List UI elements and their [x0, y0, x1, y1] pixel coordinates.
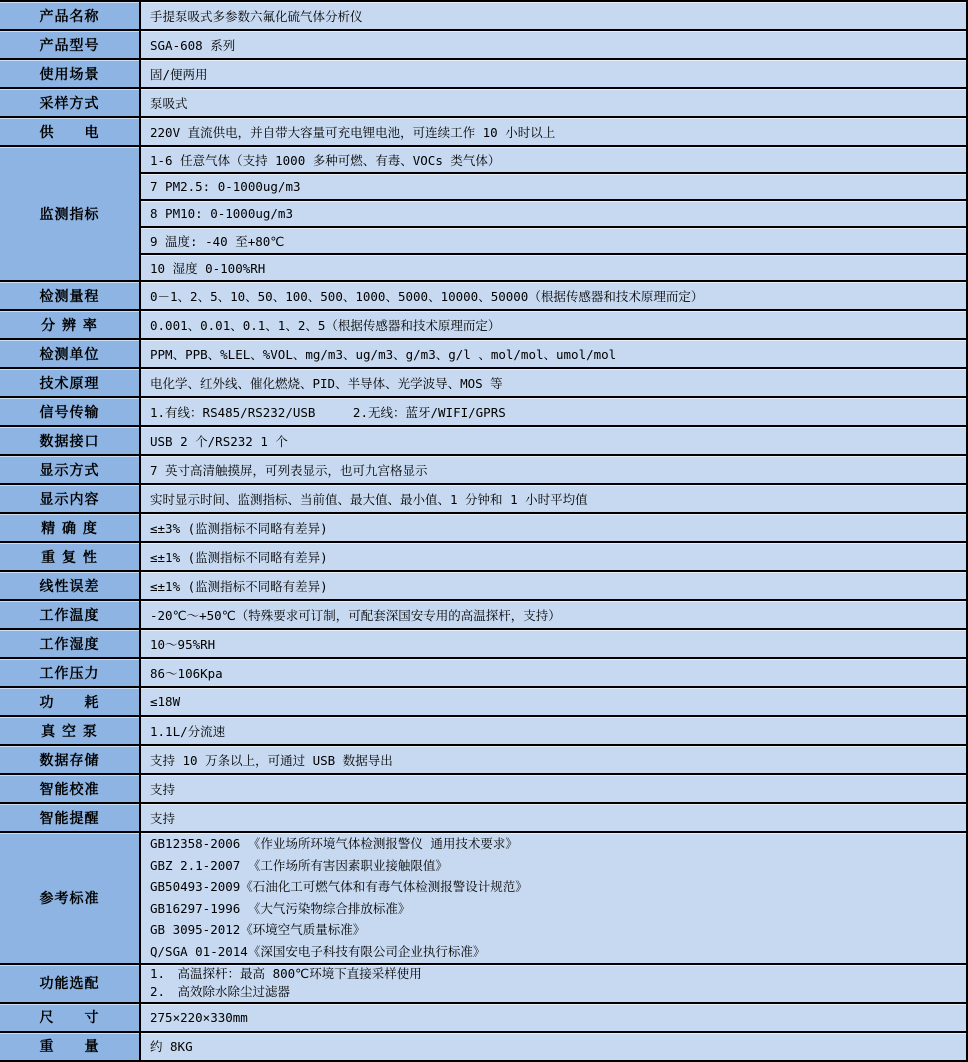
row-value-data-storage: 支持 10 万条以上，可通过 USB 数据导出	[140, 745, 967, 774]
row-label-vacuum-pump: 真 空 泵	[0, 716, 140, 745]
row-label-dimensions: 尺 寸	[0, 1003, 140, 1032]
table-row	[0, 716, 967, 745]
reference-standard-line: GB16297-1996 《大气污染物综合排放标准》	[150, 900, 411, 916]
row-value-reference-standards	[140, 832, 967, 964]
table-row	[0, 59, 967, 88]
reference-standard-line: GBZ 2.1-2007 《工作场所有害因素职业接触限值》	[150, 857, 448, 873]
table-row	[0, 339, 967, 368]
table-row	[0, 571, 967, 600]
table-row	[0, 629, 967, 658]
row-label-smart-calibration: 智能校准	[0, 774, 140, 803]
row-value-product-name: 手提泵吸式多参数六氟化硫气体分析仪	[140, 1, 967, 30]
table-row	[0, 658, 967, 687]
table-row	[0, 281, 967, 310]
table-row	[0, 117, 967, 146]
row-label-repeatability: 重 复 性	[0, 542, 140, 571]
table-row	[0, 803, 967, 832]
row-label-usage-scenario: 使用场景	[0, 59, 140, 88]
table-row	[0, 455, 967, 484]
row-value-power-supply: 220V 直流供电，并自带大容量可充电锂电池，可连续工作 10 小时以上	[140, 117, 967, 146]
row-value-working-temperature: -20℃～+50℃（特殊要求可订制，可配套深国安专用的高温探杆，支持）	[140, 600, 967, 629]
row-value-vacuum-pump: 1.1L/分流速	[140, 716, 967, 745]
row-value-detection-unit: PPM、PPB、%LEL、%VOL、mg/m3、ug/m3、g/m3、g/l 、mol/mol、umol/mol	[140, 339, 967, 368]
row-label-power-consumption: 功 耗	[0, 687, 140, 716]
row-label-product-name: 产品名称	[0, 1, 140, 30]
row-value-linearity-error: ≤±1% (监测指标不同略有差异)	[140, 571, 967, 600]
table-row	[0, 513, 967, 542]
row-label-detection-range: 检测量程	[0, 281, 140, 310]
row-label-smart-reminder: 智能提醒	[0, 803, 140, 832]
table-row	[0, 146, 967, 173]
row-label-linearity-error: 线性误差	[0, 571, 140, 600]
optional-feature-line: 2. 高效除水除尘过滤器	[150, 984, 291, 1000]
reference-standard-line: GB 3095-2012《环境空气质量标准》	[150, 922, 366, 938]
row-value-working-pressure: 86～106Kpa	[140, 658, 967, 687]
row-value-smart-calibration: 支持	[140, 774, 967, 803]
row-label-weight: 重 量	[0, 1032, 140, 1061]
row-label-signal-transmission: 信号传输	[0, 397, 140, 426]
row-value-display-content: 实时显示时间、监测指标、当前值、最大值、最小值、1 分钟和 1 小时平均值	[140, 484, 967, 513]
table-row	[0, 227, 967, 254]
row-value-monitoring-indicator-1: 1-6 任意气体（支持 1000 多种可燃、有毒、VOCs 类气体）	[140, 146, 967, 173]
row-label-resolution: 分 辨 率	[0, 310, 140, 339]
row-value-product-model: SGA-608 系列	[140, 30, 967, 59]
row-value-weight: 约 8KG	[140, 1032, 967, 1061]
row-label-optional-features: 功能选配	[0, 964, 140, 1003]
row-label-product-model: 产品型号	[0, 30, 140, 59]
row-label-sampling-method: 采样方式	[0, 88, 140, 117]
row-value-resolution: 0.001、0.01、0.1、1、2、5（根据传感器和技术原理而定）	[140, 310, 967, 339]
row-value-working-humidity: 10～95%RH	[140, 629, 967, 658]
table-row	[0, 832, 967, 964]
row-value-repeatability: ≤±1% (监测指标不同略有差异)	[140, 542, 967, 571]
row-label-working-temperature: 工作温度	[0, 600, 140, 629]
row-value-usage-scenario: 固/便两用	[140, 59, 967, 88]
row-value-monitoring-indicator-2: 7 PM2.5: 0-1000ug/m3	[140, 173, 967, 200]
row-label-accuracy: 精 确 度	[0, 513, 140, 542]
row-value-monitoring-indicator-4: 9 温度: -40 至+80℃	[140, 227, 967, 254]
table-row	[0, 426, 967, 455]
row-value-technical-principle: 电化学、红外线、催化燃烧、PID、半导体、光学波导、MOS 等	[140, 368, 967, 397]
row-label-monitoring-indicators: 监测指标	[0, 146, 140, 281]
table-row	[0, 200, 967, 227]
reference-standard-line: GB12358-2006 《作业场所环境气体检测报警仪 通用技术要求》	[150, 836, 518, 851]
reference-standard-line: Q/SGA 01-2014《深国安电子科技有限公司企业执行标准》	[150, 943, 486, 959]
row-label-display-mode: 显示方式	[0, 455, 140, 484]
table-row	[0, 542, 967, 571]
row-label-power-supply: 供 电	[0, 117, 140, 146]
table-row	[0, 368, 967, 397]
table-row	[0, 173, 967, 200]
row-value-optional-features	[140, 964, 967, 1003]
table-row	[0, 310, 967, 339]
row-value-smart-reminder: 支持	[140, 803, 967, 832]
reference-standard-line: GB50493-2009《石油化工可燃气体和有毒气体检测报警设计规范》	[150, 879, 528, 895]
row-value-monitoring-indicator-3: 8 PM10: 0-1000ug/m3	[140, 200, 967, 227]
row-value-dimensions: 275×220×330mm	[140, 1003, 967, 1032]
table-row	[0, 745, 967, 774]
table-row	[0, 600, 967, 629]
row-value-detection-range: 0－1、2、5、10、50、100、500、1000、5000、10000、50000（根据传感器和技术原理而定）	[140, 281, 967, 310]
table-row	[0, 1003, 967, 1032]
table-row	[0, 254, 967, 281]
row-label-data-storage: 数据存储	[0, 745, 140, 774]
row-label-reference-standards: 参考标准	[0, 832, 140, 964]
row-label-working-humidity: 工作湿度	[0, 629, 140, 658]
table-row	[0, 484, 967, 513]
row-label-display-content: 显示内容	[0, 484, 140, 513]
row-value-data-interface: USB 2 个/RS232 1 个	[140, 426, 967, 455]
table-row	[0, 1, 967, 30]
row-label-technical-principle: 技术原理	[0, 368, 140, 397]
row-label-working-pressure: 工作压力	[0, 658, 140, 687]
row-value-display-mode: 7 英寸高清触摸屏，可列表显示，也可九宫格显示	[140, 455, 967, 484]
row-value-signal-transmission: 1.有线：RS485/RS232/USB 2.无线：蓝牙/WIFI/GPRS	[140, 397, 967, 426]
row-label-detection-unit: 检测单位	[0, 339, 140, 368]
row-value-power-consumption: ≤18W	[140, 687, 967, 716]
table-row	[0, 774, 967, 803]
row-value-monitoring-indicator-5: 10 湿度 0-100%RH	[140, 254, 967, 281]
optional-feature-line: 1. 高温探杆：最高 800℃环境下直接采样使用	[150, 965, 422, 981]
table-row	[0, 964, 967, 1003]
table-row	[0, 1032, 967, 1061]
row-value-sampling-method: 泵吸式	[140, 88, 967, 117]
table-row	[0, 88, 967, 117]
table-row	[0, 687, 967, 716]
table-row	[0, 397, 967, 426]
table-row	[0, 30, 967, 59]
row-value-accuracy: ≤±3% (监测指标不同略有差异)	[140, 513, 967, 542]
row-label-data-interface: 数据接口	[0, 426, 140, 455]
